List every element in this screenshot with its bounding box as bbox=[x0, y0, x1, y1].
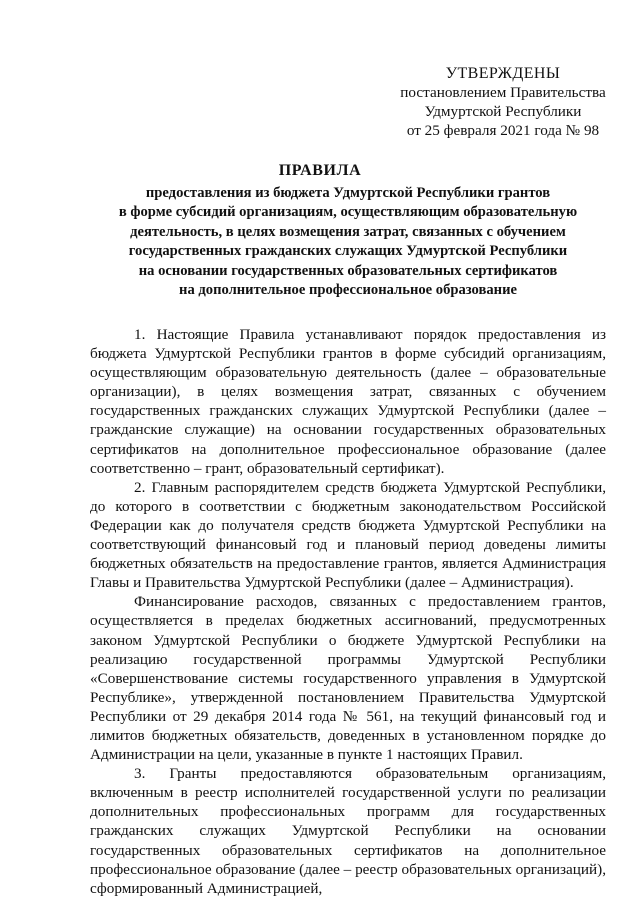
document-body bbox=[90, 325, 606, 898]
document-subtitle bbox=[90, 184, 606, 300]
paragraph-2: 2. Главным распорядителем средств бюджета Удмуртской Республики, до которого в соответствии с бюджетным законодательством Российской Федерации как до получателя средств бюджета Удмуртской Республики на соответствующий финансовый год и плановый период доведены лимиты бюджетных обязательств на предоставление грантов, является Администрация Главы и Правительства Удмуртской Республики (далее – Администрация). bbox=[90, 478, 606, 592]
approval-line: Удмуртской Республики bbox=[424, 103, 582, 120]
subtitle-line: в форме субсидий организациям, осуществляющим образовательную bbox=[118, 204, 578, 221]
subtitle-line: деятельность, в целях возмещения затрат, связанных с обучением bbox=[130, 223, 566, 240]
approval-stamp bbox=[388, 64, 618, 140]
paragraph-3: 3. Гранты предоставляются образовательным организациям, включенным в реестр исполнителей государственной услуги по реализации дополнительных профессиональных программ для государственных гражданских служащих Удмуртской Республики на основании государственных образовательных сертификатов на дополнительное профессиональное образование (далее – реестр образовательных организаций), сформированный Администрацией, bbox=[90, 765, 606, 897]
subtitle-line: государственных гражданских служащих Удмуртской Республики bbox=[128, 243, 568, 260]
subtitle-line: на дополнительное профессиональное образование bbox=[179, 282, 517, 299]
document-title: ПРАВИЛА bbox=[278, 162, 362, 179]
paragraph-2-financing: Финансирование расходов, связанных с предоставлением грантов, осуществляется в пределах бюджетных ассигнований, предусмотренных законом Удмуртской Республики о бюджете Удмуртской Республики на реализацию государственной программы Удмуртской Республики «Совершенствование системы государственного управления в Удмуртской Республике», утвержденной постановлением Правительства Удмуртской Республики от 29 декабря 2014 года № 561, на текущий финансовый год и лимитов бюджетных обязательств, доведенных в установленном порядке до Администрации на цели, указанные в пункте 1 настоящих Правил. bbox=[90, 593, 606, 764]
subtitle-line: на основании государственных образовательных сертификатов bbox=[138, 262, 558, 279]
approval-line: постановлением Правительства bbox=[400, 84, 606, 101]
approval-date: от 25 февраля 2021 года № 98 bbox=[406, 122, 600, 139]
paragraph-1: 1. Настоящие Правила устанавливают порядок предоставления из бюджета Удмуртской Республики грантов в форме субсидий организациям, осуществляющим образовательную деятельность (далее – образовательные организации), в целях возмещения затрат, связанных с обучением государственных гражданских служащих Удмуртской Республики (далее – гражданские служащие) на основании государственных образовательных сертификатов на дополнительное профессиональное образование (далее соответственно – грант, образовательный сертификат). bbox=[90, 326, 606, 477]
subtitle-line: предоставления из бюджета Удмуртской Республики грантов bbox=[145, 185, 551, 201]
approval-heading: УТВЕРЖДЕНЫ bbox=[445, 65, 561, 82]
